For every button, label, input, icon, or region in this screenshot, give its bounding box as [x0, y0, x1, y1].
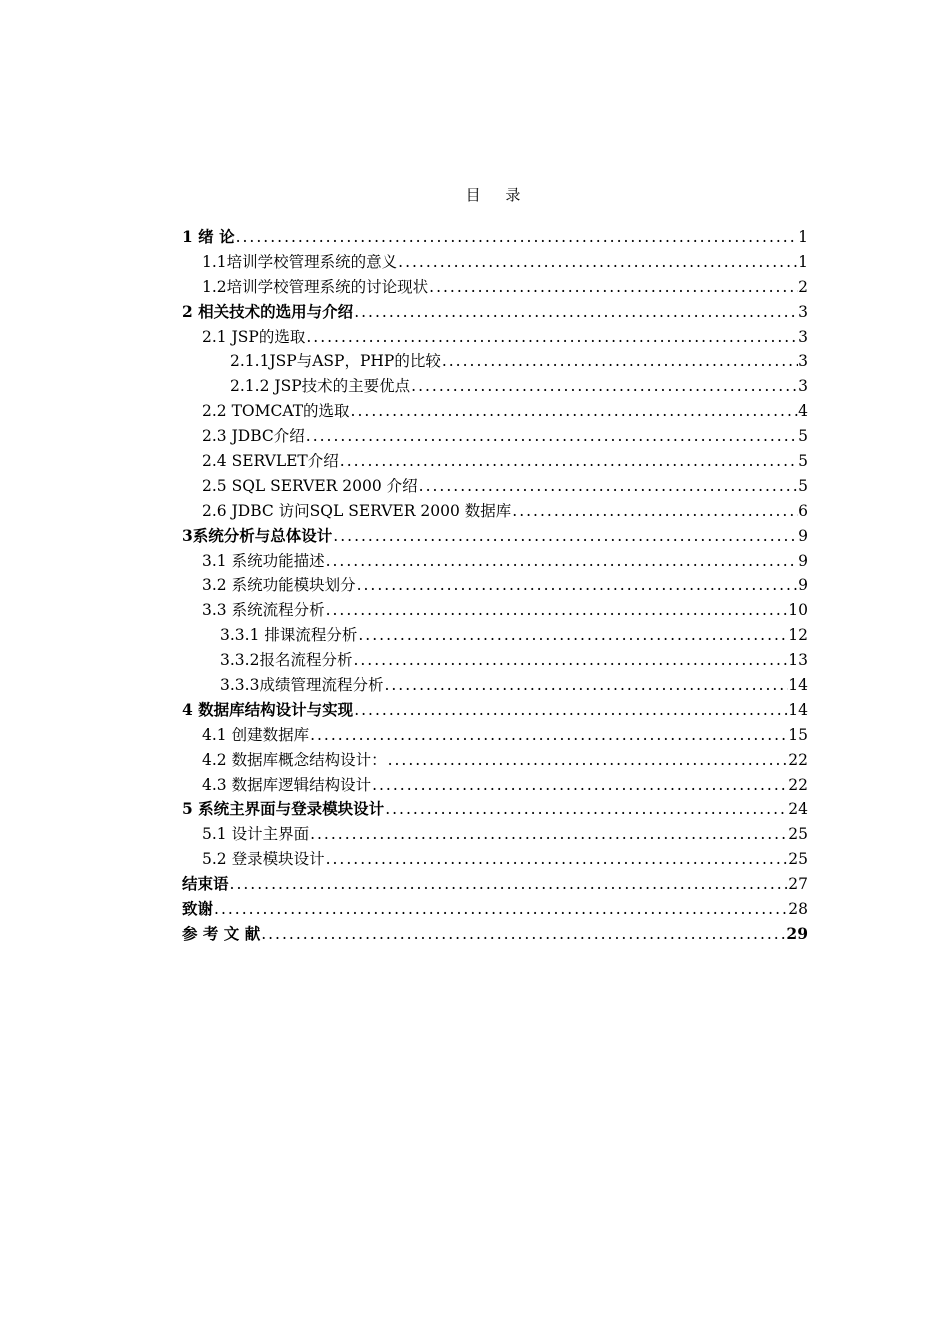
toc-entry[interactable]: [182, 250, 808, 275]
toc-leader-dots: [235, 225, 798, 250]
toc-leader-dots: [383, 673, 788, 698]
toc-entry-page: 3: [798, 327, 808, 346]
toc-entry[interactable]: [182, 499, 808, 524]
toc-entry[interactable]: [182, 897, 808, 922]
toc-entry-page: 14: [788, 676, 808, 695]
toc-leader-dots: [350, 399, 798, 424]
toc-leader-dots: [441, 349, 798, 374]
toc-entry-page: 5: [798, 452, 808, 471]
toc-entry[interactable]: [182, 922, 808, 947]
toc-entry-label: 3.3.3成绩管理流程分析: [220, 676, 384, 695]
toc-entry-label: 2.6 JDBC 访问SQL SERVER 2000 数据库: [202, 501, 512, 520]
toc-leader-dots: [332, 524, 798, 549]
toc-entry[interactable]: [182, 847, 808, 872]
toc-entry[interactable]: [182, 349, 808, 374]
toc-entry[interactable]: [182, 698, 808, 723]
toc-leader-dots: [213, 897, 788, 922]
toc-entry[interactable]: [182, 424, 808, 449]
toc-entry[interactable]: [182, 623, 808, 648]
toc-leader-dots: [357, 623, 788, 648]
toc-entry[interactable]: [182, 549, 808, 574]
toc-entry[interactable]: [182, 275, 808, 300]
toc-leader-dots: [356, 573, 798, 598]
toc-leader-dots: [229, 872, 789, 897]
toc-entry-label: 2.1.2 JSP技术的主要优点: [230, 377, 411, 396]
toc-entry-label: 4.2 数据库概念结构设计：: [202, 750, 387, 769]
toc-entry-page: 14: [788, 700, 808, 719]
toc-entry-page: 4: [798, 402, 808, 421]
toc-entry[interactable]: [182, 374, 808, 399]
toc-entry-label: 2 相关技术的选用与介绍: [182, 301, 354, 321]
toc-entry-page: 6: [798, 501, 808, 520]
toc-list: [182, 225, 808, 947]
toc-entry-label: 3.3.1 排课流程分析: [220, 626, 358, 645]
toc-entry-label: 1.1培训学校管理系统的意义: [202, 252, 398, 271]
toc-leader-dots: [309, 723, 788, 748]
toc-entry-label: 2.3 JDBC介绍: [202, 427, 305, 446]
toc-entry[interactable]: [182, 648, 808, 673]
toc-entry-label: 3.2 系统功能模块划分: [202, 576, 356, 595]
toc-entry-page: 15: [788, 725, 808, 744]
toc-entry[interactable]: [182, 325, 808, 350]
toc-leader-dots: [325, 847, 789, 872]
toc-entry[interactable]: [182, 598, 808, 623]
toc-leader-dots: [410, 374, 798, 399]
toc-entry-label: 参 考 文 献: [182, 923, 261, 943]
toc-entry-label: 3.3.2报名流程分析: [220, 651, 353, 670]
toc-entry-page: 13: [788, 651, 808, 670]
toc-leader-dots: [325, 549, 798, 574]
toc-leader-dots: [305, 325, 798, 350]
toc-entry-page: 3: [798, 302, 808, 321]
toc-entry[interactable]: [182, 673, 808, 698]
toc-entry-label: 2.4 SERVLET介绍: [202, 452, 339, 471]
toc-entry[interactable]: [182, 822, 808, 847]
toc-entry-label: 3系统分析与总体设计: [182, 525, 333, 545]
toc-title: 目 录: [465, 186, 531, 204]
toc-entry-page: 5: [798, 427, 808, 446]
toc-entry-label: 1.2培训学校管理系统的讨论现状: [202, 277, 429, 296]
toc-entry-label: 致谢: [182, 899, 214, 919]
toc-leader-dots: [418, 474, 798, 499]
toc-entry-page: 9: [798, 551, 808, 570]
toc-entry[interactable]: [182, 872, 808, 897]
toc-entry-page: 22: [788, 775, 808, 794]
toc-entry-label: 1 绪 论: [182, 227, 235, 246]
toc-entry[interactable]: [182, 773, 808, 798]
toc-entry-page: 22: [788, 750, 808, 769]
toc-entry[interactable]: [182, 524, 808, 549]
toc-leader-dots: [511, 499, 798, 524]
toc-entry-page: 29: [786, 923, 808, 943]
toc-entry-page: 10: [788, 601, 808, 620]
toc-leader-dots: [353, 300, 798, 325]
toc-entry-page: 9: [798, 526, 808, 545]
toc-entry-label: 5.2 登录模块设计: [202, 850, 325, 869]
toc-entry[interactable]: [182, 797, 808, 822]
toc-entry-page: 27: [788, 875, 808, 894]
toc-entry[interactable]: [182, 449, 808, 474]
toc-leader-dots: [353, 698, 788, 723]
toc-entry[interactable]: [182, 225, 808, 250]
toc-entry-page: 24: [788, 800, 808, 819]
toc-leader-dots: [428, 275, 798, 300]
toc-entry-page: 28: [788, 900, 808, 919]
toc-leader-dots: [339, 449, 798, 474]
toc-entry-label: 2.5 SQL SERVER 2000 介绍: [202, 476, 418, 495]
toc-leader-dots: [397, 250, 798, 275]
toc-entry-page: 1: [798, 252, 808, 271]
toc-leader-dots: [387, 748, 789, 773]
toc-entry-page: 1: [798, 228, 808, 246]
toc-leader-dots: [371, 773, 788, 798]
toc-entry-label: 2.1.1JSP与ASP，PHP的比较: [230, 352, 441, 371]
toc-entry[interactable]: [182, 399, 808, 424]
toc-entry-label: 5 系统主界面与登录模块设计: [182, 799, 385, 819]
toc-entry-page: 3: [798, 352, 808, 371]
toc-entry-label: 结束语: [182, 874, 229, 894]
toc-entry[interactable]: [182, 300, 808, 325]
toc-entry[interactable]: [182, 573, 808, 598]
toc-entry-label: 4 数据库结构设计与实现: [182, 699, 354, 719]
toc-leader-dots: [384, 797, 788, 822]
toc-entry[interactable]: [182, 474, 808, 499]
toc-entry-page: 2: [798, 277, 808, 296]
toc-entry-page: 3: [798, 377, 808, 396]
toc-leader-dots: [305, 424, 798, 449]
toc-entry-label: 3.1 系统功能描述: [202, 551, 325, 570]
toc-entry-page: 5: [798, 476, 808, 495]
toc-leader-dots: [309, 822, 788, 847]
toc-entry-label: 3.3 系统流程分析: [202, 601, 325, 620]
toc-entry-label: 2.2 TOMCAT的选取: [202, 402, 350, 421]
toc-leader-dots: [260, 922, 786, 947]
toc-entry-page: 25: [788, 825, 808, 844]
toc-entry-page: 12: [788, 626, 808, 645]
toc-entry-page: 9: [798, 576, 808, 595]
toc-entry-label: 4.3 数据库逻辑结构设计: [202, 775, 372, 794]
toc-entry-page: 25: [788, 850, 808, 869]
toc-entry[interactable]: [182, 748, 808, 773]
toc-leader-dots: [352, 648, 788, 673]
toc-entry-label: 5.1 设计主界面: [202, 825, 310, 844]
toc-entry-label: 2.1 JSP的选取: [202, 327, 306, 346]
toc-leader-dots: [325, 598, 789, 623]
toc-entry-label: 4.1 创建数据库: [202, 725, 310, 744]
toc-entry[interactable]: [182, 723, 808, 748]
